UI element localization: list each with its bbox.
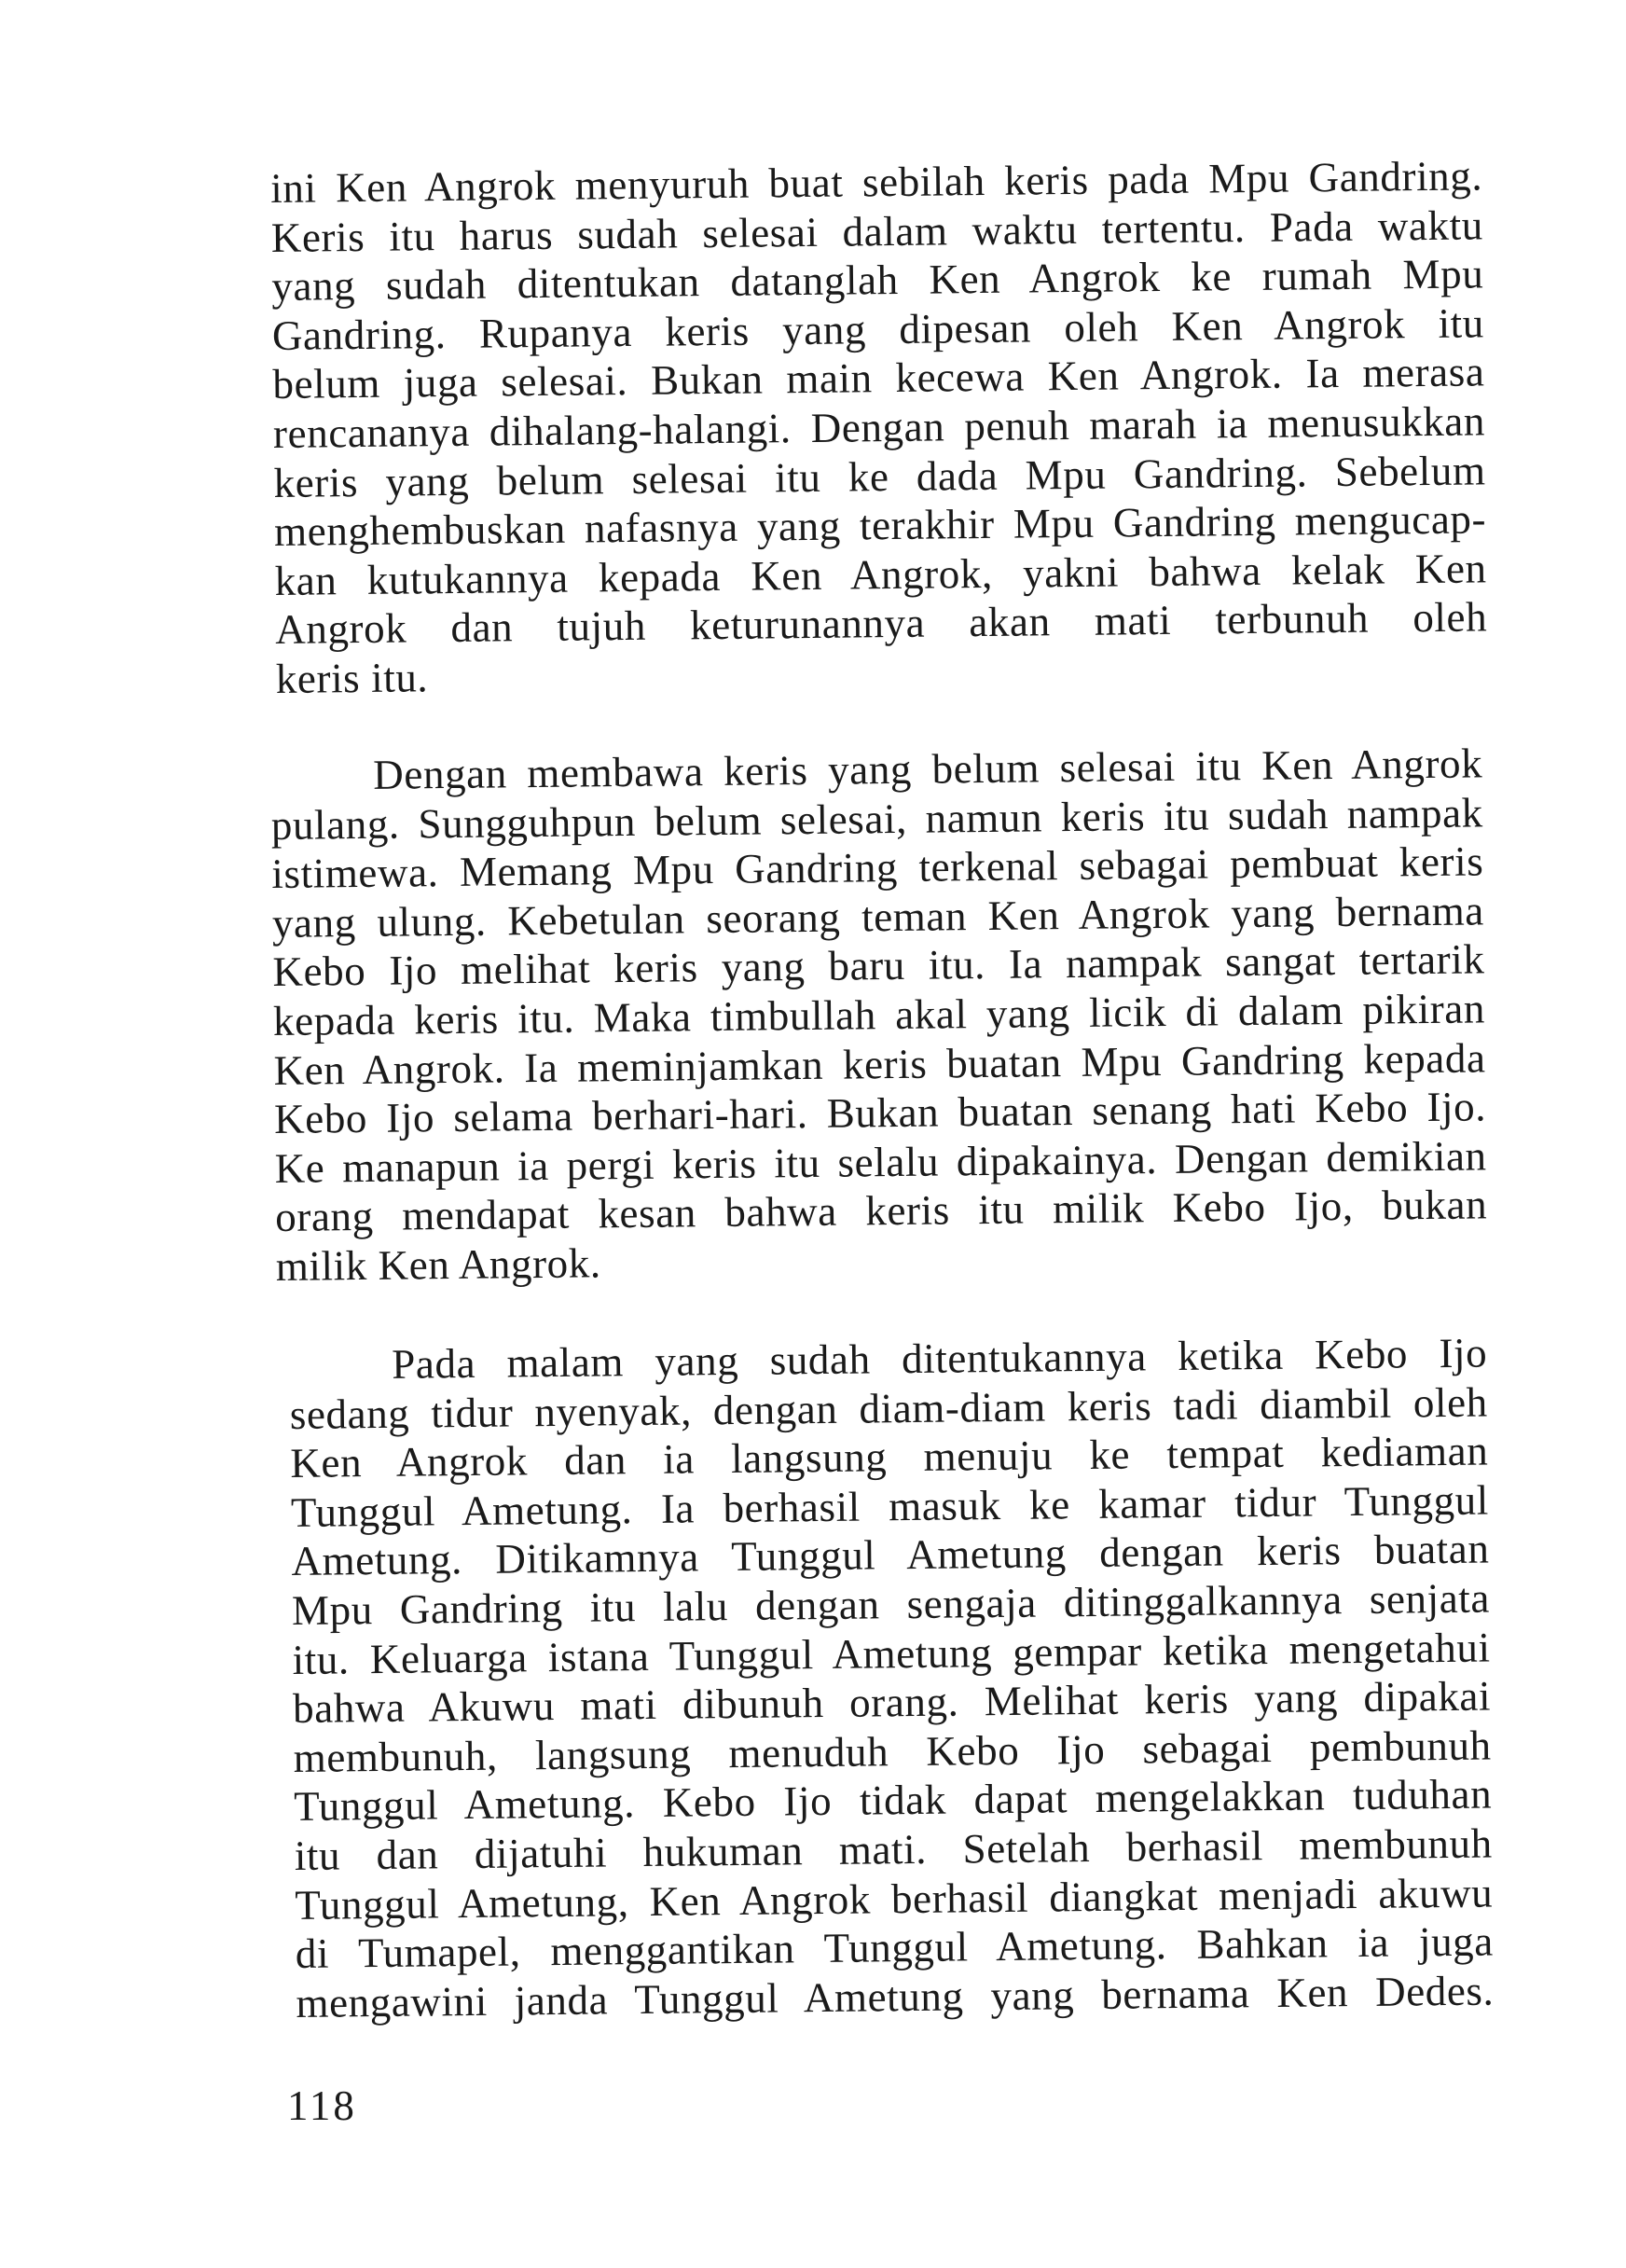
text-line: menghembuskan nafasnya yang terakhir Mpu Gandring mengucap- xyxy=(273,495,1487,556)
text-line: Gandring. Rupanya keris yang dipesan oleh Ken Angrok itu xyxy=(271,299,1485,359)
paragraph-3 xyxy=(289,1329,1495,2028)
text-line: Ametung. Ditikamnya Tunggul Ametung dengan keris buatan xyxy=(291,1525,1490,1585)
text-line: orang mendapat kesan bahwa keris itu milik Kebo Ijo, bukan xyxy=(274,1181,1488,1241)
text-line: sedang tidur nyenyak, dengan diam-diam keris tadi diambil oleh xyxy=(289,1378,1489,1438)
text-line: Ken Angrok dan ia langsung menuju ke tempat kediaman xyxy=(290,1427,1489,1487)
text-line: Kebo Ijo selama berhari-hari. Bukan buatan senang hati Kebo Ijo. xyxy=(273,1083,1487,1143)
text-line: keris yang belum selesai itu ke dada Mpu Gandring. Sebelum xyxy=(273,446,1486,506)
text-line: Pada malam yang sudah ditentukannya ketika Kebo Ijo xyxy=(392,1329,1488,1388)
page-number: 118 xyxy=(287,2082,357,2129)
text-line: milik Ken Angrok. xyxy=(275,1239,601,1290)
text-line: Tunggul Ametung. Kebo Ijo tidak dapat mengelakkan tuduhan xyxy=(293,1770,1493,1831)
text-line: itu dan dijatuhi hukuman mati. Setelah berhasil membunuh xyxy=(294,1819,1493,1879)
paragraph-1 xyxy=(270,151,1488,703)
text-line: istimewa. Memang Mpu Gandring terkenal sebagai pembuat keris xyxy=(271,837,1484,898)
text-line: belum juga selesai. Bukan main kecewa Ken Angrok. Ia merasa xyxy=(272,348,1485,408)
text-line: ini Ken Angrok menyuruh buat sebilah keris pada Mpu Gandring. xyxy=(270,152,1483,212)
text-line: keris itu. xyxy=(275,654,429,702)
paragraph-2 xyxy=(270,739,1488,1291)
text-line: Ken Angrok. Ia meminjamkan keris buatan Mpu Gandring kepada xyxy=(273,1033,1486,1094)
text-line: Tunggul Ametung, Ken Angrok berhasil diangkat menjadi akuwu xyxy=(295,1869,1494,1929)
text-line: Angrok dan tujuh keturunannya akan mati terbunuh oleh xyxy=(274,593,1488,654)
text-line: pulang. Sungguhpun belum selesai, namun keris itu sudah nampak xyxy=(270,788,1484,849)
text-line: membunuh, langsung menuduh Kebo Ijo sebagai pembunuh xyxy=(293,1722,1492,1781)
text-line: Ke manapun ia pergi keris itu selalu dipakainya. Dengan demikian xyxy=(274,1132,1487,1192)
text-line: Mpu Gandring itu lalu dengan sengaja ditinggalkannya senjata xyxy=(291,1574,1491,1634)
text-line: Tunggul Ametung. Ia berhasil masuk ke kamar tidur Tunggul xyxy=(290,1476,1490,1536)
text-line: rencananya dihalang-halangi. Dengan penuh marah ia menusukkan xyxy=(272,397,1486,457)
text-line: Keris itu harus sudah selesai dalam waktu tertentu. Pada waktu xyxy=(270,201,1484,261)
text-line: Dengan membawa keris yang belum selesai itu Ken Angrok xyxy=(373,740,1483,798)
text-line: di Tumapel, menggantikan Tunggul Ametung. Bahkan ia juga xyxy=(295,1917,1495,1978)
text-line: kan kutukannya kepada Ken Angrok, yakni bahwa kelak Ken xyxy=(274,545,1487,604)
text-line: yang sudah ditentukan datanglah Ken Angrok ke rumah Mpu xyxy=(271,250,1484,311)
text-line: yang ulung. Kebetulan seorang teman Ken Angrok yang bernama xyxy=(271,887,1485,947)
text-line: kepada keris itu. Maka timbullah akal yang licik di dalam pikiran xyxy=(272,985,1486,1044)
text-line: bahwa Akuwu mati dibunuh orang. Melihat keris yang dipakai xyxy=(292,1672,1492,1733)
text-line: itu. Keluarga istana Tunggul Ametung gempar ketika mengetahui xyxy=(292,1624,1491,1683)
text-line: Kebo Ijo melihat keris yang baru itu. Ia nampak sangat tertarik xyxy=(272,935,1485,996)
text-line: mengawini janda Tunggul Ametung yang bernama Ken Dedes. xyxy=(296,1967,1495,2026)
